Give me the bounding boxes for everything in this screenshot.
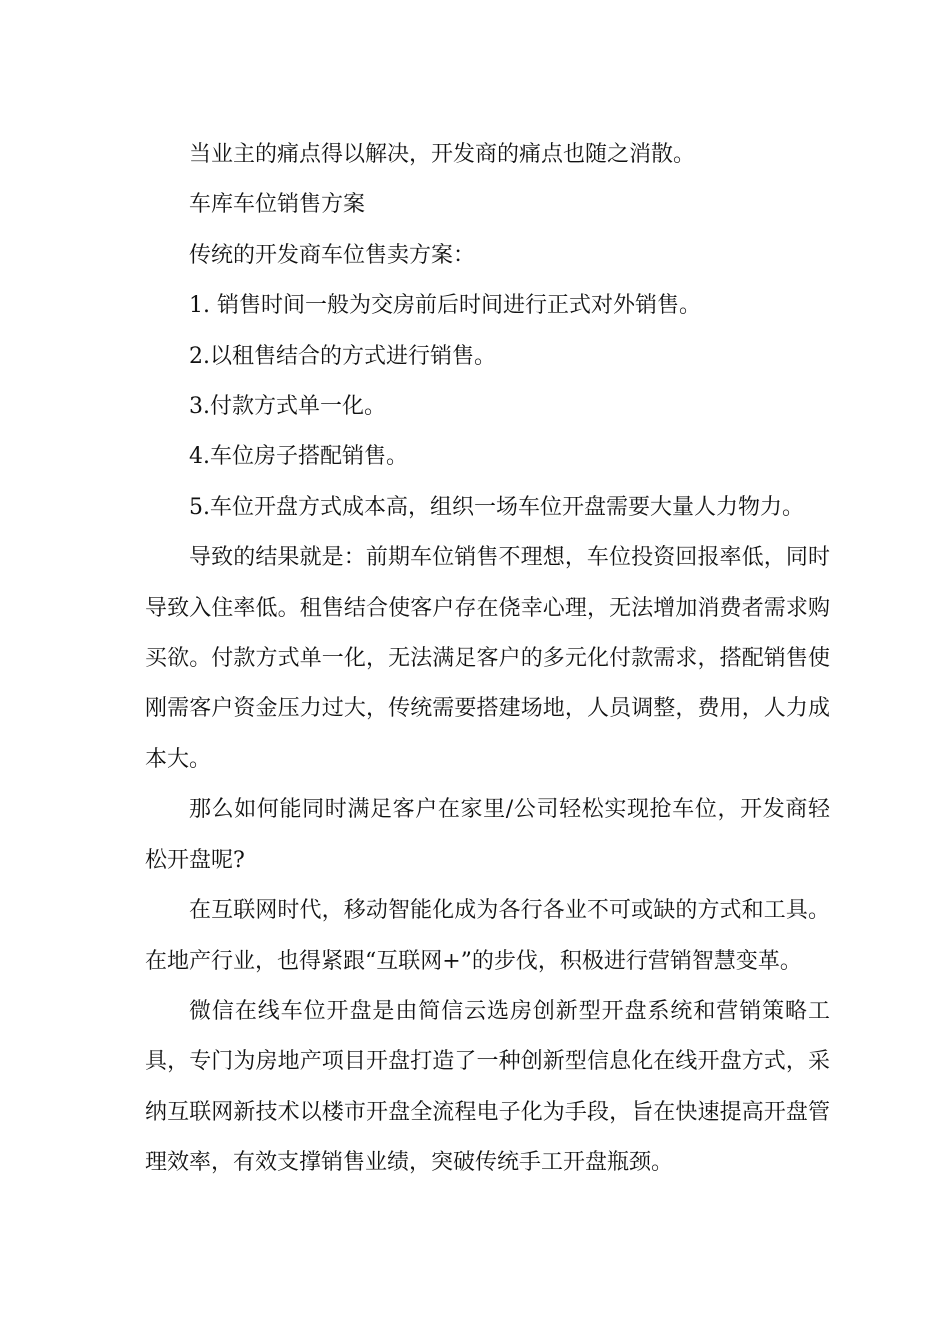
paragraph-internet-era: 在互联网时代，移动智能化成为各行各业不可或缺的方式和工具。在地产行业，也得紧跟“互联网+”的步伐，积极进行营销智慧变革。 [145,898,830,974]
paragraph-question: 那么如何能同时满足客户在家里/公司轻松实现抢车位，开发商轻松开盘呢? [145,797,830,873]
section-heading: 车库车位销售方案 [189,192,366,218]
paragraph-intro: 传统的开发商车位售卖方案： [189,242,476,268]
list-item: 1. 销售时间一般为交房前后时间进行正式对外销售。 [189,293,701,319]
list-item: 5.车位开盘方式成本高，组织一场车位开盘需要大量人力物力。 [189,494,804,520]
paragraph-conclusion: 当业主的痛点得以解决，开发商的痛点也随之消散。 [189,142,696,167]
paragraph-result: 导致的结果就是：前期车位销售不理想，车位投资回报率低，同时导致入住率低。租售结合使客户存在侥幸心理，无法增加消费者需求购买欲。付款方式单一化，无法满足客户的多元化付款需求，搭配销售使刚需客户资金压力过大，传统需要搭建场地，人员调整，费用，人力成本大。 [145,545,830,772]
list-item: 4.车位房子搭配销售。 [189,444,408,470]
list-item: 3.付款方式单一化。 [189,394,386,420]
document-body [145,130,830,1189]
list-item: 2.以租售结合的方式进行销售。 [189,343,496,369]
paragraph-wechat-solution: 微信在线车位开盘是由简信云选房创新型开盘系统和营销策略工具，专门为房地产项目开盘打造了一种创新型信息化在线开盘方式，采纳互联网新技术以楼市开盘全流程电子化为手段，旨在快速提高开盘管理效率，有效支撑销售业绩，突破传统手工开盘瓶颈。 [145,998,830,1176]
